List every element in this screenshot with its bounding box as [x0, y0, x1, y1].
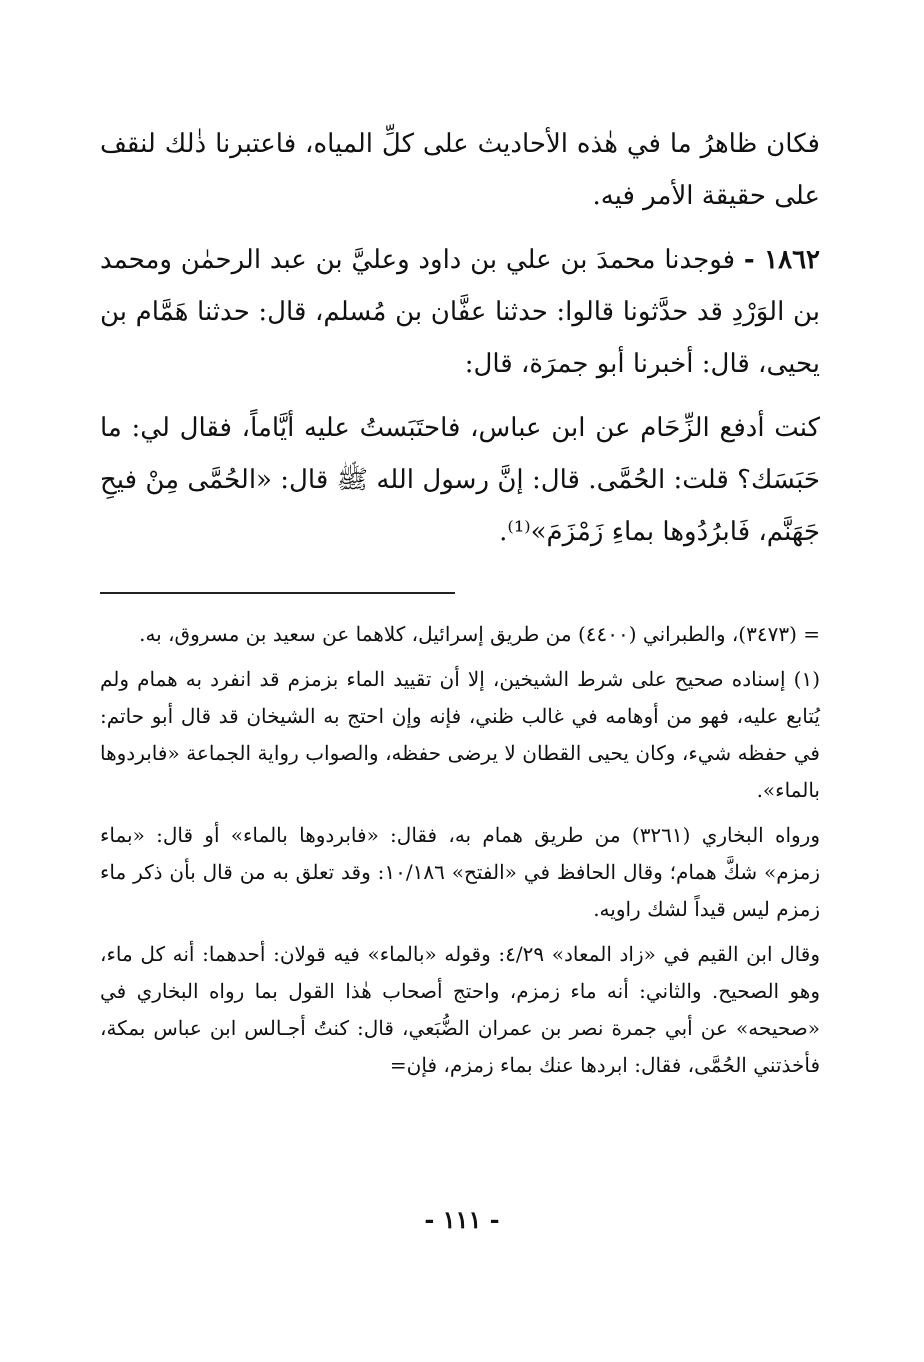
main-text: [100, 118, 820, 558]
footnote-separator: [100, 592, 455, 594]
hadith-isnad: فوجدنا محمدَ بن علي بن داود وعليَّ بن عبد الرحمٰن ومحمد بن الوَرْدِ قد حدَّثونا قالوا: حدثنا عفَّان بن مُسلم، قال: حدثنا هَمَّام بن يحيى، قال: أخبرنا أبو جمرَة، قال:: [100, 245, 820, 379]
footnote-1-ibn-qayyim: وقال ابن القيم في «زاد المعاد» ٤/٢٩: وقوله «بالماء» فيه قولان: أحدهما: أنه كل ماء، وهو الصحيح. والثاني: أنه ماء زمزم، واحتج أصحاب هٰذا القول بما رواه البخاري في «صحيحه» عن أبي جمرة نصر بن عمران الضُّبَعي، قال: كنتُ أجـالس ابن عباس بمكة، فأخذتني الحُمَّى، فقال: ابردها عنك بماء زمزم، فإن=: [100, 942, 820, 1077]
hadith-number: ١٨٦٢ -: [743, 245, 821, 275]
footnote-1: (١) إسناده صحيح على شرط الشيخين، إلا أن تقييد الماء بزمزم قد انفرد به همام ولم يُتابع عليه، فهو من أوهامه في غالب ظني، فإنه وإن احتج به الشيخان قد قال أبو حاتم: في حفظه شيء، وكان يحيى القطان لا يرضى حفظه، والصواب رواية الجماعة «فابردوها بالماء».: [100, 667, 820, 802]
hadith-paragraph: [100, 234, 820, 390]
footnotes: [100, 616, 820, 1084]
intro-paragraph: فكان ظاهرُ ما في هٰذه الأحاديث على كلِّ المياه، فاعتبرنا ذٰلك لنقف على حقيقة الأمر فيه.: [100, 129, 820, 211]
hadith-matn: كنت أدفع الزِّحَام عن ابن عباس، فاحتَبَستُ عليه أيَّاماً، فقال لي: ما حَبَسَك؟ قلت: الحُمَّى. قال: إنَّ رسول الله ﷺ قال: «الحُمَّى مِنْ فيحِ جَهَنَّم، فَابرُدُوها بماءِ زَمْزَمَ»⁽¹⁾.: [100, 413, 820, 547]
page-number: - ١١١ -: [424, 1205, 500, 1234]
page-body: [100, 118, 820, 1084]
footnote-1-bukhari: ورواه البخاري (٣٢٦١) من طريق همام به، فقال: «فابردوها بالماء» أو قال: «بماء زمزم» شكَّ همام؛ وقال الحافظ في «الفتح» ١٠/١٨٦: وقد تعلق به من قال بأن ذكر ماء زمزم ليس قيداً لشك راويه.: [100, 823, 820, 921]
footnote-continuation: = (٣٤٧٣)، والطبراني (٤٤٠٠) من طريق إسرائيل، كلاهما عن سعيد بن مسروق، به.: [139, 622, 820, 646]
